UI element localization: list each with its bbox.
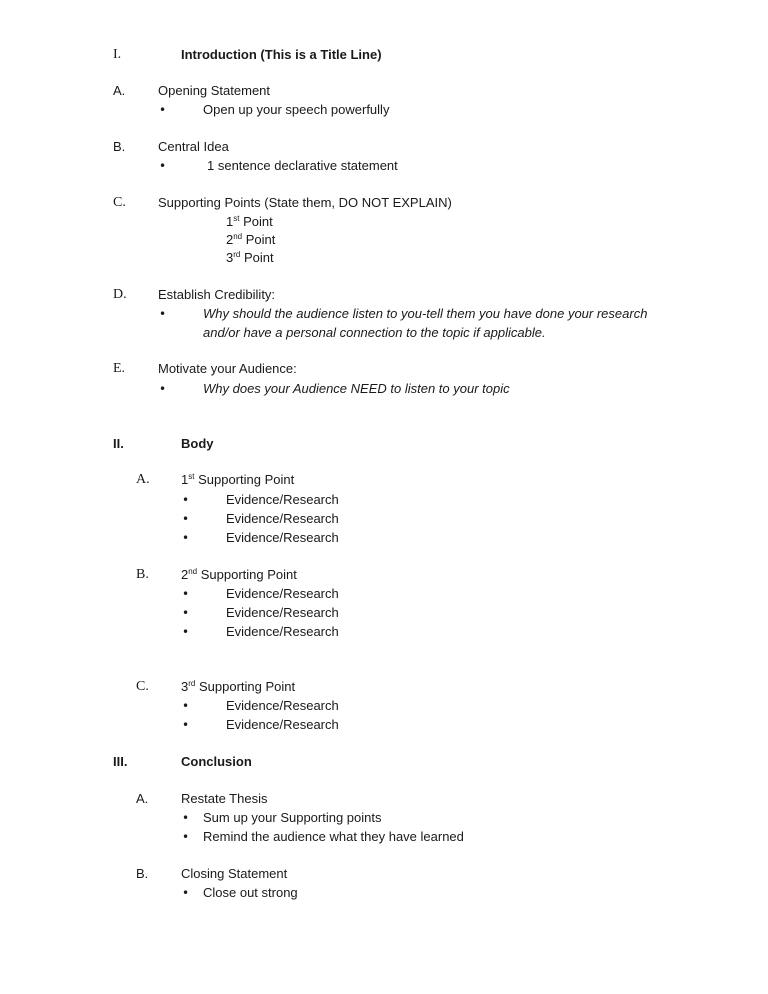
item-letter: E. [113, 361, 126, 376]
bullet-icon: • [182, 886, 190, 900]
point-line: 2nd Point [226, 232, 276, 247]
bullet-icon: • [159, 103, 167, 117]
bullet-text: Sum up your Supporting points [203, 810, 382, 825]
item-label: 1st Supporting Point [181, 472, 295, 487]
item-letter: A. [136, 791, 149, 806]
item-letter: B. [136, 866, 149, 881]
bullet-icon: • [182, 531, 190, 545]
bullet-icon: • [182, 699, 190, 713]
bullet-icon: • [182, 493, 190, 507]
bullet-text: Evidence/Research [226, 624, 339, 639]
item-label: Motivate your Audience: [158, 361, 297, 376]
item-letter: A. [113, 83, 126, 98]
item-letter: B. [136, 567, 149, 582]
item-label: 2nd Supporting Point [181, 567, 297, 582]
item-letter: B. [113, 139, 126, 154]
bullet-text: 1 sentence declarative statement [207, 158, 398, 173]
section-numeral: II. [113, 436, 124, 451]
item-letter: D. [113, 287, 127, 302]
point-line: 1st Point [226, 214, 273, 229]
bullet-text: Close out strong [203, 885, 298, 900]
item-label: 3rd Supporting Point [181, 679, 296, 694]
bullet-icon: • [159, 159, 167, 173]
item-letter: A. [136, 472, 150, 487]
section-numeral: I. [113, 47, 122, 62]
section-title: Body [181, 436, 214, 451]
bullet-text: and/or have a personal connection to the topic if applicable. [203, 325, 546, 340]
section-numeral: III. [113, 754, 128, 769]
bullet-text: Evidence/Research [226, 492, 339, 507]
item-label: Closing Statement [181, 866, 288, 881]
item-label: Central Idea [158, 139, 229, 154]
bullet-text: Evidence/Research [226, 717, 339, 732]
bullet-text: Why should the audience listen to you-tell them you have done your research [203, 306, 648, 321]
item-label: Supporting Points (State them, DO NOT EXPLAIN) [158, 195, 452, 210]
bullet-icon: • [159, 382, 167, 396]
bullet-icon: • [159, 307, 167, 321]
bullet-icon: • [182, 606, 190, 620]
bullet-text: Evidence/Research [226, 605, 339, 620]
section-title: Introduction (This is a Title Line) [181, 47, 382, 62]
bullet-icon: • [182, 625, 190, 639]
bullet-text: Evidence/Research [226, 698, 339, 713]
bullet-text: Remind the audience what they have learned [203, 829, 464, 844]
item-label: Establish Credibility: [158, 287, 276, 302]
item-letter: C. [113, 195, 126, 210]
bullet-text: Evidence/Research [226, 530, 339, 545]
section-title: Conclusion [181, 754, 252, 769]
item-label: Opening Statement [158, 83, 271, 98]
bullet-icon: • [182, 512, 190, 526]
bullet-text: Evidence/Research [226, 511, 339, 526]
item-letter: C. [136, 679, 149, 694]
bullet-text: Evidence/Research [226, 586, 339, 601]
bullet-icon: • [182, 587, 190, 601]
bullet-text: Open up your speech powerfully [203, 102, 390, 117]
point-line: 3rd Point [226, 250, 274, 265]
bullet-icon: • [182, 830, 190, 844]
bullet-icon: • [182, 718, 190, 732]
bullet-text: Why does your Audience NEED to listen to your topic [203, 381, 510, 396]
item-label: Restate Thesis [181, 791, 268, 806]
bullet-icon: • [182, 811, 190, 825]
